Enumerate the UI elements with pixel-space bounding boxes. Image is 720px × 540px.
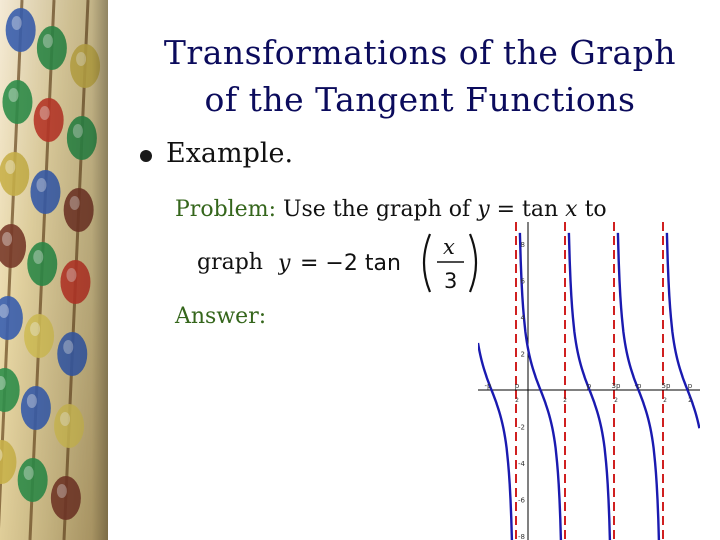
title-line-1: Transformations of the Graph <box>163 33 677 72</box>
tangent-curve-branch <box>667 233 700 428</box>
equation-var: x <box>565 197 578 222</box>
x-tick-sublabel: 2 <box>663 397 667 404</box>
bullet-dot-icon <box>140 150 152 162</box>
bullet-item <box>140 138 293 169</box>
right-paren <box>470 234 476 292</box>
left-paren <box>424 234 430 292</box>
x-tick-label: p <box>586 382 592 390</box>
decorative-abacus-image <box>0 0 108 540</box>
x-tick-label: p <box>514 382 520 390</box>
formula-numerator: x <box>443 235 455 259</box>
formula <box>278 228 478 298</box>
graph-word: graph <box>197 250 263 275</box>
y-tick-label: 2 <box>520 350 525 359</box>
x-tick-label: -p <box>484 382 492 390</box>
example-label: Example. <box>166 138 294 169</box>
title-line-2: of the Tangent Functions <box>204 80 636 119</box>
y-tick-label: -6 <box>518 496 525 505</box>
formula-denominator: 3 <box>444 269 458 293</box>
problem-text: Use the graph of <box>275 197 478 222</box>
formula-eq: = −2 tan <box>300 251 401 276</box>
equation-rhs: = tan <box>489 197 566 222</box>
problem-to: to <box>577 197 607 222</box>
formula-lhs: y <box>278 251 291 276</box>
equation-lhs: y <box>477 197 490 222</box>
problem-statement <box>175 197 607 222</box>
y-tick-label: 4 <box>520 314 525 322</box>
y-tick-label: -4 <box>518 460 525 468</box>
x-tick-sublabel: 2 <box>614 397 618 404</box>
tangent-curve-branch <box>520 233 561 540</box>
problem-label: Problem: <box>175 197 276 222</box>
y-tick-label: -8 <box>518 533 525 540</box>
y-tick-label: -2 <box>518 423 525 432</box>
tangent-curve-branch <box>478 343 512 540</box>
x-tick-label: -p <box>634 382 642 390</box>
x-tick-label: 5p <box>661 382 671 390</box>
x-tick-sublabel: 2 <box>515 397 519 404</box>
answer-label: Answer: <box>175 304 267 329</box>
x-tick-sublabel: 2 <box>563 397 567 404</box>
x-tick-sublabel: 2 <box>688 397 692 404</box>
x-tick-label: 3p <box>611 382 621 390</box>
tangent-graph <box>478 222 700 540</box>
x-tick-label: p <box>687 382 693 390</box>
y-tick-label: 6 <box>520 277 525 286</box>
y-tick-label: 8 <box>520 241 525 249</box>
